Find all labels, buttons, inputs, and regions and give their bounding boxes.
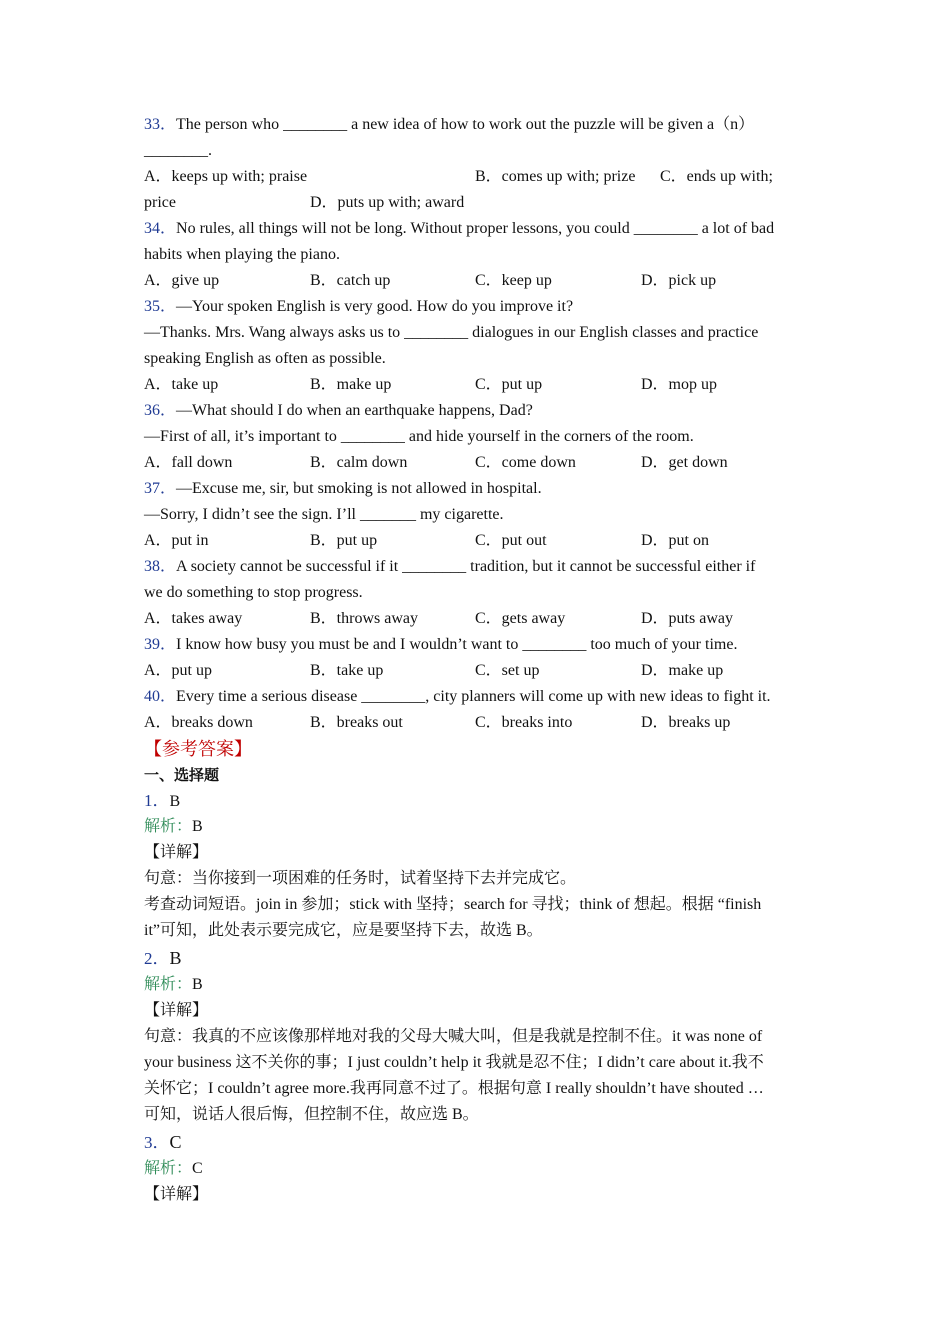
question-text: habits when playing the piano. bbox=[144, 246, 340, 263]
analysis-2 bbox=[144, 972, 808, 998]
analysis-1 bbox=[144, 814, 808, 840]
answer-number: 3． bbox=[144, 1133, 170, 1152]
option-a: A．take up bbox=[144, 376, 219, 393]
detail-text: 考查动词短语。join in 参加；stick with 坚持；search for 寻找；think of 想起。根据 “finish bbox=[144, 896, 762, 913]
option-b: B．make up bbox=[310, 376, 392, 393]
question-text: The person who ________ a new idea of how to work out the puzzle will be given a（n） bbox=[176, 116, 755, 133]
option-c: C．put up bbox=[475, 376, 543, 393]
detail-text: it”可知，此处表示要完成它，应是要坚持下去，故选 B。 bbox=[144, 922, 543, 939]
option-c-continued: price bbox=[144, 194, 176, 211]
answer-1 bbox=[144, 788, 808, 814]
question-36-options bbox=[144, 450, 808, 476]
question-text: we do something to stop progress. bbox=[144, 584, 363, 601]
question-34-line-1 bbox=[144, 216, 808, 242]
question-number: 33． bbox=[144, 116, 177, 133]
analysis-3 bbox=[144, 1156, 808, 1182]
option-d: D．mop up bbox=[641, 376, 718, 393]
question-text: speaking English as often as possible. bbox=[144, 350, 386, 367]
option-c: C．gets away bbox=[475, 610, 566, 627]
option-d: D．get down bbox=[641, 454, 728, 471]
question-text: ________. bbox=[144, 142, 212, 159]
question-text: —Thanks. Mrs. Wang always asks us to ________ dialogues in our English classes and practice bbox=[144, 324, 759, 341]
option-c: C．breaks into bbox=[475, 714, 573, 731]
question-text: —Sorry, I didn’t see the sign. I’ll _______ my cigarette. bbox=[144, 506, 504, 523]
answer-2 bbox=[144, 944, 808, 972]
option-d: D．breaks up bbox=[641, 714, 731, 731]
option-a: A．keeps up with; praise bbox=[144, 168, 308, 185]
analysis-value: C bbox=[192, 1160, 203, 1177]
option-c: C．keep up bbox=[475, 272, 552, 289]
option-b: B．breaks out bbox=[310, 714, 403, 731]
question-35-line-1 bbox=[144, 294, 808, 320]
question-37-line-1 bbox=[144, 476, 808, 502]
detail-text: your business 这不关你的事；I just couldn’t help it 我就是忍不住；I didn’t care about it.我不 bbox=[144, 1054, 764, 1071]
detail-text: 句意：我真的不应该像那样地对我的父母大喊大叫，但是我就是控制不住。it was none of bbox=[144, 1028, 763, 1045]
question-38-line-2 bbox=[144, 580, 808, 606]
question-37-options bbox=[144, 528, 808, 554]
detail-text: 句意：当你接到一项困难的任务时，试着坚持下去并完成它。 bbox=[144, 870, 577, 887]
question-number: 36． bbox=[144, 402, 177, 419]
detail-label-2: 【详解】 bbox=[144, 1002, 209, 1019]
question-36-line-2 bbox=[144, 424, 808, 450]
detail-label-1: 【详解】 bbox=[144, 844, 209, 861]
question-33-line-1 bbox=[144, 112, 808, 138]
answer-number: 1． bbox=[144, 791, 170, 810]
question-35-line-2 bbox=[144, 320, 808, 346]
analysis-label: 解析： bbox=[144, 1160, 193, 1177]
document-page bbox=[144, 112, 808, 1208]
question-number: 37． bbox=[144, 480, 177, 497]
option-b: B．catch up bbox=[310, 272, 391, 289]
question-number: 34． bbox=[144, 220, 177, 237]
question-text: A society cannot be successful if it ________ tradition, but it cannot be successful either if bbox=[176, 558, 756, 575]
option-c: C．ends up with; bbox=[660, 168, 773, 185]
question-33-line-2 bbox=[144, 138, 808, 164]
question-number: 40． bbox=[144, 688, 177, 705]
analysis-value: B bbox=[192, 976, 203, 993]
answer-value: C bbox=[169, 1132, 182, 1152]
question-number: 39． bbox=[144, 636, 177, 653]
question-36-line-1 bbox=[144, 398, 808, 424]
analysis-label: 解析： bbox=[144, 818, 193, 835]
option-c: C．put out bbox=[475, 532, 547, 549]
question-text: —Your spoken English is very good. How do you improve it? bbox=[176, 298, 574, 315]
question-38-options bbox=[144, 606, 808, 632]
question-number: 38． bbox=[144, 558, 177, 575]
question-33-options-1 bbox=[144, 164, 808, 190]
option-b: B．take up bbox=[310, 662, 384, 679]
question-40-line-1 bbox=[144, 684, 808, 710]
question-39-options bbox=[144, 658, 808, 684]
question-text: No rules, all things will not be long. Without proper lessons, you could ________ a lot of bad bbox=[176, 220, 775, 237]
question-35-options bbox=[144, 372, 808, 398]
option-a: A．takes away bbox=[144, 610, 243, 627]
option-d: D．pick up bbox=[641, 272, 717, 289]
question-text: —First of all, it’s important to ________ and hide yourself in the corners of the room. bbox=[144, 428, 694, 445]
section-title: 一、选择题 bbox=[144, 766, 220, 784]
option-b: B．throws away bbox=[310, 610, 418, 627]
question-text: —What should I do when an earthquake happens, Dad? bbox=[176, 402, 533, 419]
detail-text: 关怀它；I couldn’t agree more.我再同意不过了。根据句意 I really shouldn’t have shouted … bbox=[144, 1080, 764, 1097]
option-a: A．put up bbox=[144, 662, 213, 679]
option-b: B．calm down bbox=[310, 454, 408, 471]
option-b: B．put up bbox=[310, 532, 378, 549]
question-40-options bbox=[144, 710, 808, 736]
question-text: —Excuse me, sir, but smoking is not allowed in hospital. bbox=[176, 480, 542, 497]
option-a: A．put in bbox=[144, 532, 209, 549]
option-d: D．put on bbox=[641, 532, 710, 549]
answer-3 bbox=[144, 1128, 808, 1156]
question-33-options-2 bbox=[144, 190, 808, 216]
option-d: D．puts up with; award bbox=[310, 194, 465, 211]
analysis-value: B bbox=[192, 818, 203, 835]
answer-value: B bbox=[169, 948, 182, 968]
detail-label-3: 【详解】 bbox=[144, 1186, 209, 1203]
option-c: C．set up bbox=[475, 662, 540, 679]
answer-value: B bbox=[169, 793, 181, 810]
option-a: A．give up bbox=[144, 272, 220, 289]
analysis-label: 解析： bbox=[144, 976, 193, 993]
question-text: I know how busy you must be and I wouldn’t want to ________ too much of your time. bbox=[176, 636, 738, 653]
question-37-line-2 bbox=[144, 502, 808, 528]
question-number: 35． bbox=[144, 298, 177, 315]
answer-number: 2． bbox=[144, 949, 170, 968]
option-d: D．make up bbox=[641, 662, 724, 679]
question-34-line-2 bbox=[144, 242, 808, 268]
question-text: Every time a serious disease ________, city planners will come up with new ideas to fight it. bbox=[176, 688, 771, 705]
option-d: D．puts away bbox=[641, 610, 733, 627]
option-a: A．breaks down bbox=[144, 714, 253, 731]
option-a: A．fall down bbox=[144, 454, 233, 471]
answer-key-heading: 【参考答案】 bbox=[144, 739, 252, 759]
option-c: C．come down bbox=[475, 454, 576, 471]
option-b: B．comes up with; prize bbox=[475, 168, 636, 185]
question-35-line-3 bbox=[144, 346, 808, 372]
question-38-line-1 bbox=[144, 554, 808, 580]
question-39-line-1 bbox=[144, 632, 808, 658]
detail-text: 可知，说话人很后悔，但控制不住，故应选 B。 bbox=[144, 1106, 479, 1123]
question-34-options bbox=[144, 268, 808, 294]
